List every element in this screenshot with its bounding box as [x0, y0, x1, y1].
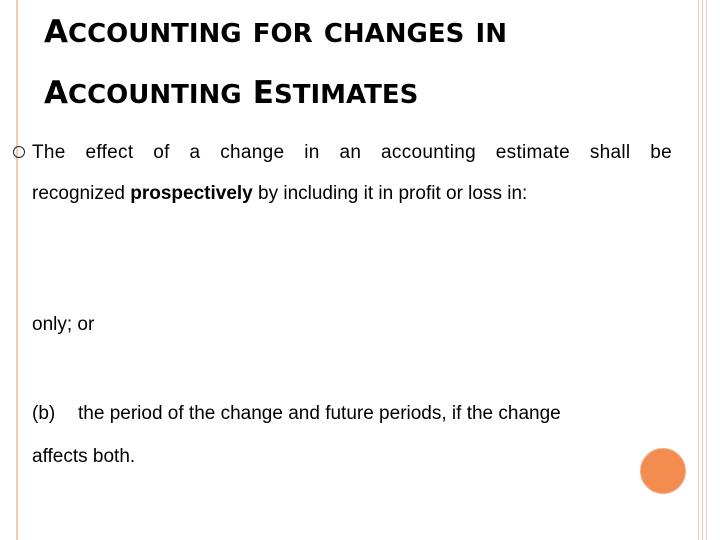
title-word-5-initial: A [44, 75, 68, 111]
body-line-2-start: recognized [32, 183, 131, 204]
body-line-4: the period of the change and future periods, if the change [78, 403, 561, 424]
list-marker-b: (b) [32, 403, 56, 424]
title-word-4: IN [475, 19, 507, 49]
body-line-1: The effect of a change in an accounting estimate shall be [32, 142, 672, 163]
body-line-2-end: by including it in profit or loss in: [252, 183, 528, 204]
bullet-icon [13, 146, 25, 158]
body-line-3: only; or [32, 314, 95, 335]
right-decor-rule-3 [706, 0, 707, 540]
title-word-6-rest: STIMATES [273, 80, 419, 110]
body-line-2 [32, 183, 527, 205]
right-decor-rule-2 [702, 0, 703, 540]
slide-title [44, 2, 684, 124]
title-line-2 [44, 63, 684, 124]
orange-circle-decoration [640, 448, 686, 494]
title-line-1 [44, 2, 684, 63]
title-word-1-rest: CCOUNTING [68, 19, 242, 49]
body-line-5: affects both. [32, 446, 136, 467]
title-word-1-initial: A [44, 14, 68, 50]
title-word-3: CHANGES [323, 19, 465, 49]
emphasis-prospectively: prospectively [130, 183, 253, 204]
right-decor-rule-1 [698, 0, 699, 540]
title-word-2: FOR [252, 19, 313, 49]
title-word-5-rest: CCOUNTING [68, 80, 242, 110]
title-word-6-initial: E [252, 75, 274, 111]
left-decor-rule [16, 0, 18, 540]
